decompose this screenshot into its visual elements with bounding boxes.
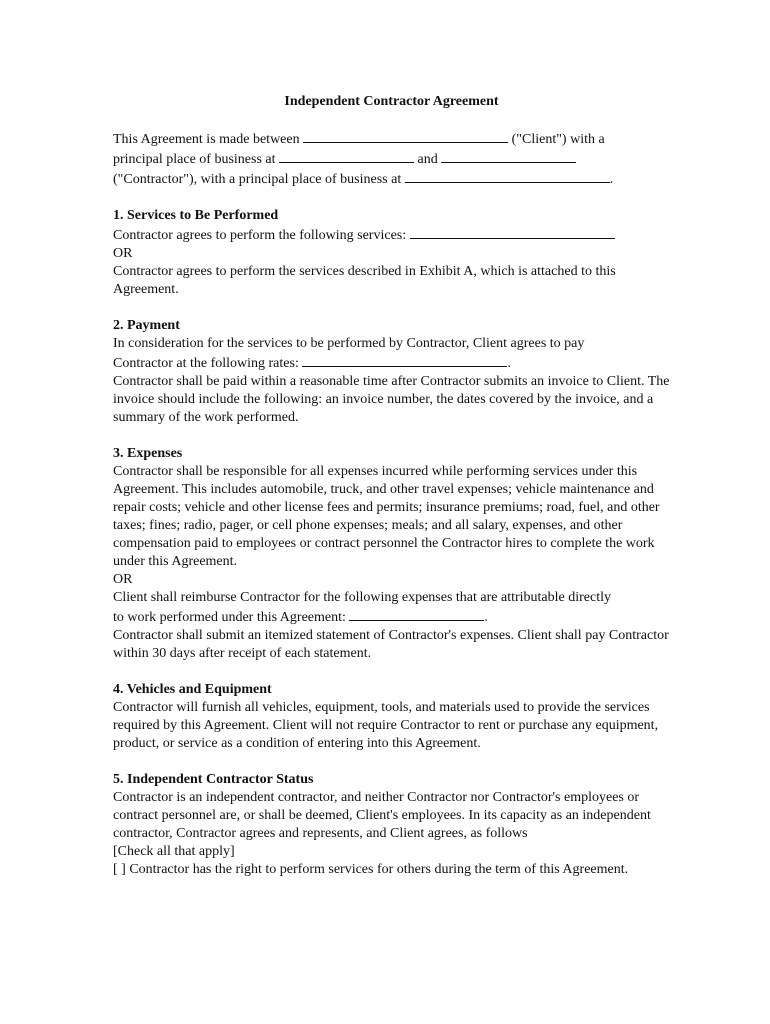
or-text: OR [113,572,133,587]
section-expenses [113,445,670,663]
section-heading: 4. Vehicles and Equipment [113,682,272,697]
section-heading: 2. Payment [113,318,180,333]
payment-text: Contractor at the following rates: [113,356,299,371]
client-address-blank[interactable] [279,149,414,163]
itemized-statement-paragraph: Contractor shall submit an itemized statement of Contractor's expenses. Client shall pay Contractor within 30 days after receipt of each statement. [113,628,669,661]
services-text: Contractor agrees to perform the following services: [113,228,407,243]
section-heading: 1. Services to Be Performed [113,208,279,223]
section-heading: 5. Independent Contractor Status [113,772,314,787]
contractor-address-blank[interactable] [405,169,610,183]
intro-paragraph [113,129,670,189]
intro-line-3 [113,169,670,189]
reimburse-work-line [113,607,670,627]
intro-line-2 [113,149,670,169]
expenses-text: . [484,610,488,625]
expenses-paragraph: Contractor shall be responsible for all expenses incurred while performing services under this Agreement. This includes automobile, truck, and other travel expenses; vehicle maintenance and repair costs; vehicle and other license fees and permits; insurance premiums; road, fuel, and other taxes; fines; radio, pager, or cell phone expenses; meals; and all salary, expenses, and other compensation paid to employees or contract personnel the Contractor hires to complete the work under this Agreement. [113,464,660,569]
services-exhibit-paragraph: Contractor agrees to perform the services described in Exhibit A, which is attached to this Agreement. [113,264,616,297]
intro-text: . [609,172,614,187]
services-blank[interactable] [410,225,615,239]
services-line [113,225,670,245]
client-name-blank[interactable] [303,129,508,143]
or-text: OR [113,246,133,261]
reimbursable-expenses-blank[interactable] [349,607,484,621]
reimburse-line: Client shall reimburse Contractor for the following expenses that are attributable directly [113,590,612,605]
intro-text: This Agreement is made between [113,132,300,147]
intro-text: ("Contractor"), with a principal place of business at [113,172,402,187]
payment-invoice-paragraph: Contractor shall be paid within a reasonable time after Contractor submits an invoice to Client. The invoice should include the following: an invoice number, the dates covered by the invoice, and a summary of the work performed. [113,374,670,425]
section-vehicles [113,681,670,753]
intro-text: ("Client") with a [511,132,605,147]
intro-line-1 [113,129,670,149]
intro-text: and [417,152,438,167]
rates-blank[interactable] [302,353,507,367]
checkbox-item-others[interactable]: [ ] Contractor has the right to perform services for others during the term of this Agreement. [113,862,629,877]
section-heading: 3. Expenses [113,446,183,461]
vehicles-paragraph: Contractor will furnish all vehicles, equipment, tools, and materials used to provide the services required by this Agreement. Client will not require Contractor to rent or purchase any equipment, product, or service as a condition of entering into this Agreement. [113,700,659,751]
payment-line-1: In consideration for the services to be performed by Contractor, Client agrees to pay [113,336,585,351]
check-all-text: [Check all that apply] [113,844,235,859]
section-payment [113,317,670,427]
document-title: Independent Contractor Agreement [284,94,499,109]
payment-line-2 [113,353,670,373]
intro-text: principal place of business at [113,152,276,167]
contractor-name-blank[interactable] [441,149,576,163]
payment-text: . [507,356,511,371]
status-paragraph: Contractor is an independent contractor, and neither Contractor nor Contractor's employees or contract personnel are, or shall be deemed, Client's employees. In its capacity as an independent contractor, Contractor agrees and represents, and Client agrees, as follows [113,790,651,841]
section-contractor-status [113,771,670,879]
section-services [113,207,670,299]
expenses-text: to work performed under this Agreement: [113,610,346,625]
